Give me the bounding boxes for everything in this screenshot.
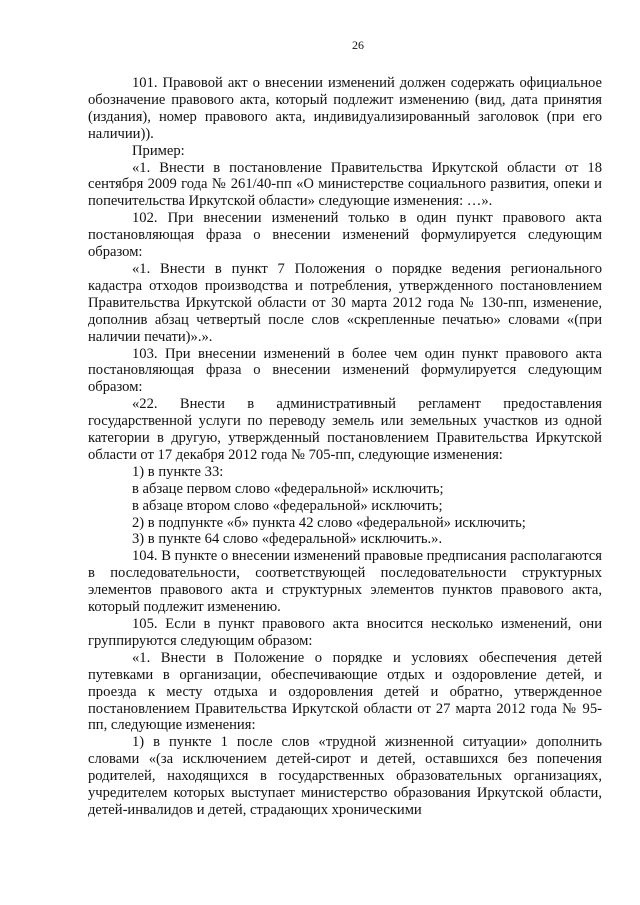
list-item: 1) в пункте 33: [132,463,224,480]
paragraph-103: 103. При внесении изменений в более чем один пункт правового акта постановляющая фраза о внесении изменений формулируется следующим образом: [88,345,602,396]
list-item: 3) в пункте 64 слово «федеральной» исключить.». [132,531,443,548]
paragraph-example-label: Пример: [132,142,185,159]
paragraph-example-4-item-1: 1) в пункте 1 после слов «трудной жизненной ситуации» дополнить словами «(за исключением детей-сирот и детей, оставшихся без попечения родителей, находящихся в государственных образовательных организациях, учредителем которых выступает министерство образования Иркутской области, детей-инвалидов и детей, страдающих хроническими [88,734,602,818]
list-item: в абзаце втором слово «федеральной» исключить; [132,497,443,514]
paragraph-example-4: «1. Внести в Положение о порядке и условиях обеспечения детей путевками в организации, обеспечивающие отдых и оздоровление детей, и проезда к месту отдыха и оздоровления детей и обратно, утвержденное постановлением Правительства Иркутской области от 27 марта 2012 года № 95-пп, следующие изменения: [88,649,602,734]
paragraph-102: 102. При внесении изменений только в один пункт правового акта постановляющая фраза о внесении изменений формулируется следующим образом: [88,210,602,261]
paragraph-105: 105. Если в пункт правового акта вносится несколько изменений, они группируются следующим образом: [88,616,602,649]
paragraph-example-3: «22. Внести в административный регламент предоставления государственной услуги по переводу земель или земельных участков из одной категории в другую, утвержденный постановлением Правительства Иркутской области от 17 декабря 2012 года № 705-пп, следующие изменения: [88,396,602,463]
paragraph-example-2: «1. Внести в пункт 7 Положения о порядке ведения регионального кадастра отходов производства и потребления, утвержденного постановлением Правительства Иркутской области от 30 марта 2012 года № 130-пп, изменение, дополнив абзац четвертый после слов «скрепленные печатью» словами «(при наличии печати)».». [88,260,602,345]
paragraph-101: 101. Правовой акт о внесении изменений должен содержать официальное обозначение правового акта, который подлежит изменению (вид, дата принятия (издания), номер правового акта, индивидуализированный заголовок (при его наличии)). [88,75,602,142]
list-item: в абзаце первом слово «федеральной» исключить; [132,480,444,497]
document-body [88,75,602,819]
paragraph-104: 104. В пункте о внесении изменений правовые предписания располагаются в последовательности, соответствующей последовательности структурных элементов правового акта и структурных элементов пунктов правового акта, который подлежит изменению. [88,548,602,616]
page-number: 26 [352,38,364,52]
paragraph-example-1: «1. Внести в постановление Правительства Иркутской области от 18 сентября 2009 года № 261/40-пп «О министерстве социального развития, опеки и попечительства Иркутской области» следующие изменения: …». [88,159,602,210]
list-item: 2) в подпункте «б» пункта 42 слово «федеральной» исключить; [132,514,526,531]
